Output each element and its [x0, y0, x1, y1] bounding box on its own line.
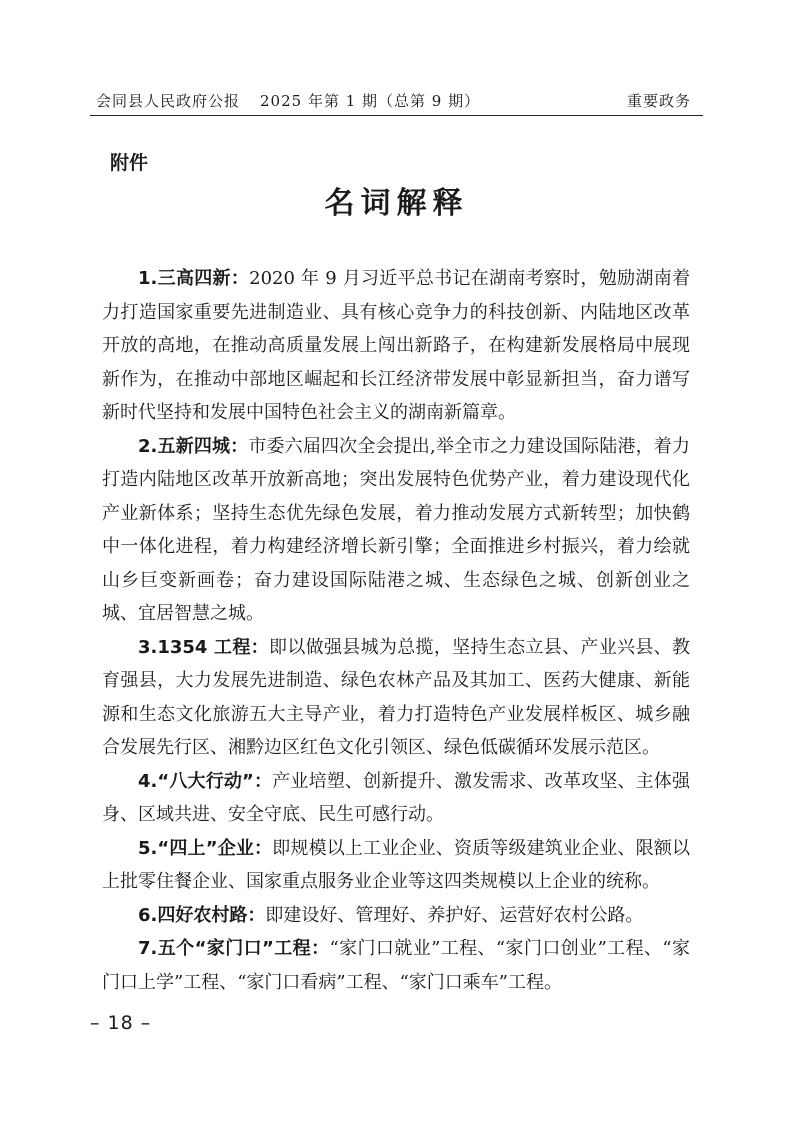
term-entry — [102, 832, 690, 899]
term-definition: 产业培塑、创新提升、激发需求、改革攻坚、主体强身、区域共进、安全守底、民生可感行动。 — [102, 770, 691, 825]
term-entry — [102, 631, 690, 765]
term-definition: 市委六届四次全会提出,举全市之力建设国际陆港，着力打造内陆地区改革开放新高地；突出发展特色优势产业，着力建设现代化产业新体系；坚持生态优先绿色发展，着力推动发展方式新转型；加快鹤中一体化进程，着力构建经济增长新引擎；全面推进乡村振兴，着力绘就山乡巨变新画卷；奋力建设国际陆港之城、生态绿色之城、创新创业之城、宜居智慧之城。 — [102, 435, 690, 624]
term-name: 6.四好农村路： — [138, 904, 266, 926]
attachment-label: 附件 — [110, 152, 149, 174]
term-entry — [102, 932, 690, 999]
term-definition: 即以做强县城为总揽，坚持生态立县、产业兴县、教育强县，大力发展先进制造、绿色农林产品及其加工、医药大健康、新能源和生态文化旅游五大主导产业，着力打造特色产业发展样板区、城乡融合发展先行区、湘黔边区红色文化引领区、绿色低碳循环发展示范区。 — [102, 636, 690, 758]
term-name: 5.“四上”企业： — [138, 837, 273, 859]
page-number: – 18 – — [90, 1012, 152, 1034]
term-definition: 即建设好、管理好、养护好、运营好农村公路。 — [265, 904, 644, 926]
publication-name: 会同县人民政府公报 — [96, 92, 241, 110]
page-title: 名词解释 — [324, 186, 469, 221]
term-name: 7.五个“家门口”工程： — [138, 938, 330, 959]
term-name: 3.1354 工程： — [138, 636, 269, 658]
term-name: 1.三高四新： — [138, 268, 250, 289]
header-divider — [90, 115, 703, 116]
term-entry — [102, 899, 690, 933]
term-definition: “家门口就业”工程、“家门口创业”工程、“家门口上学”工程、“家门口看病”工程、“家门口乘车”工程。 — [102, 938, 690, 993]
term-definition: 即规模以上工业企业、资质等级建筑业企业、限额以上批零住餐企业、国家重点服务业企业等这四类规模以上企业的统称。 — [102, 837, 691, 892]
term-list — [102, 262, 690, 999]
term-definition: 2020 年 9 月习近平总书记在湖南考察时，勉励湖南着力打造国家重要先进制造业、具有核心竞争力的科技创新、内陆地区改革开放的高地，在推动高质量发展上闯出新路子，在构建新发展格局中展现新作为，在推动中部地区崛起和长江经济带发展中彰显新担当，奋力谱写新时代坚持和发展中国特色社会主义的湖南新篇章。 — [102, 268, 690, 423]
term-name: 2.五新四城： — [138, 435, 249, 457]
term-entry — [102, 430, 690, 631]
issue-number: 2025 年第 1 期（总第 9 期） — [260, 92, 481, 110]
term-entry — [102, 765, 690, 832]
term-name: 4.“八大行动”： — [138, 770, 273, 792]
page-header — [90, 90, 703, 116]
section-name: 重要政务 — [626, 92, 691, 110]
term-entry — [102, 262, 690, 430]
